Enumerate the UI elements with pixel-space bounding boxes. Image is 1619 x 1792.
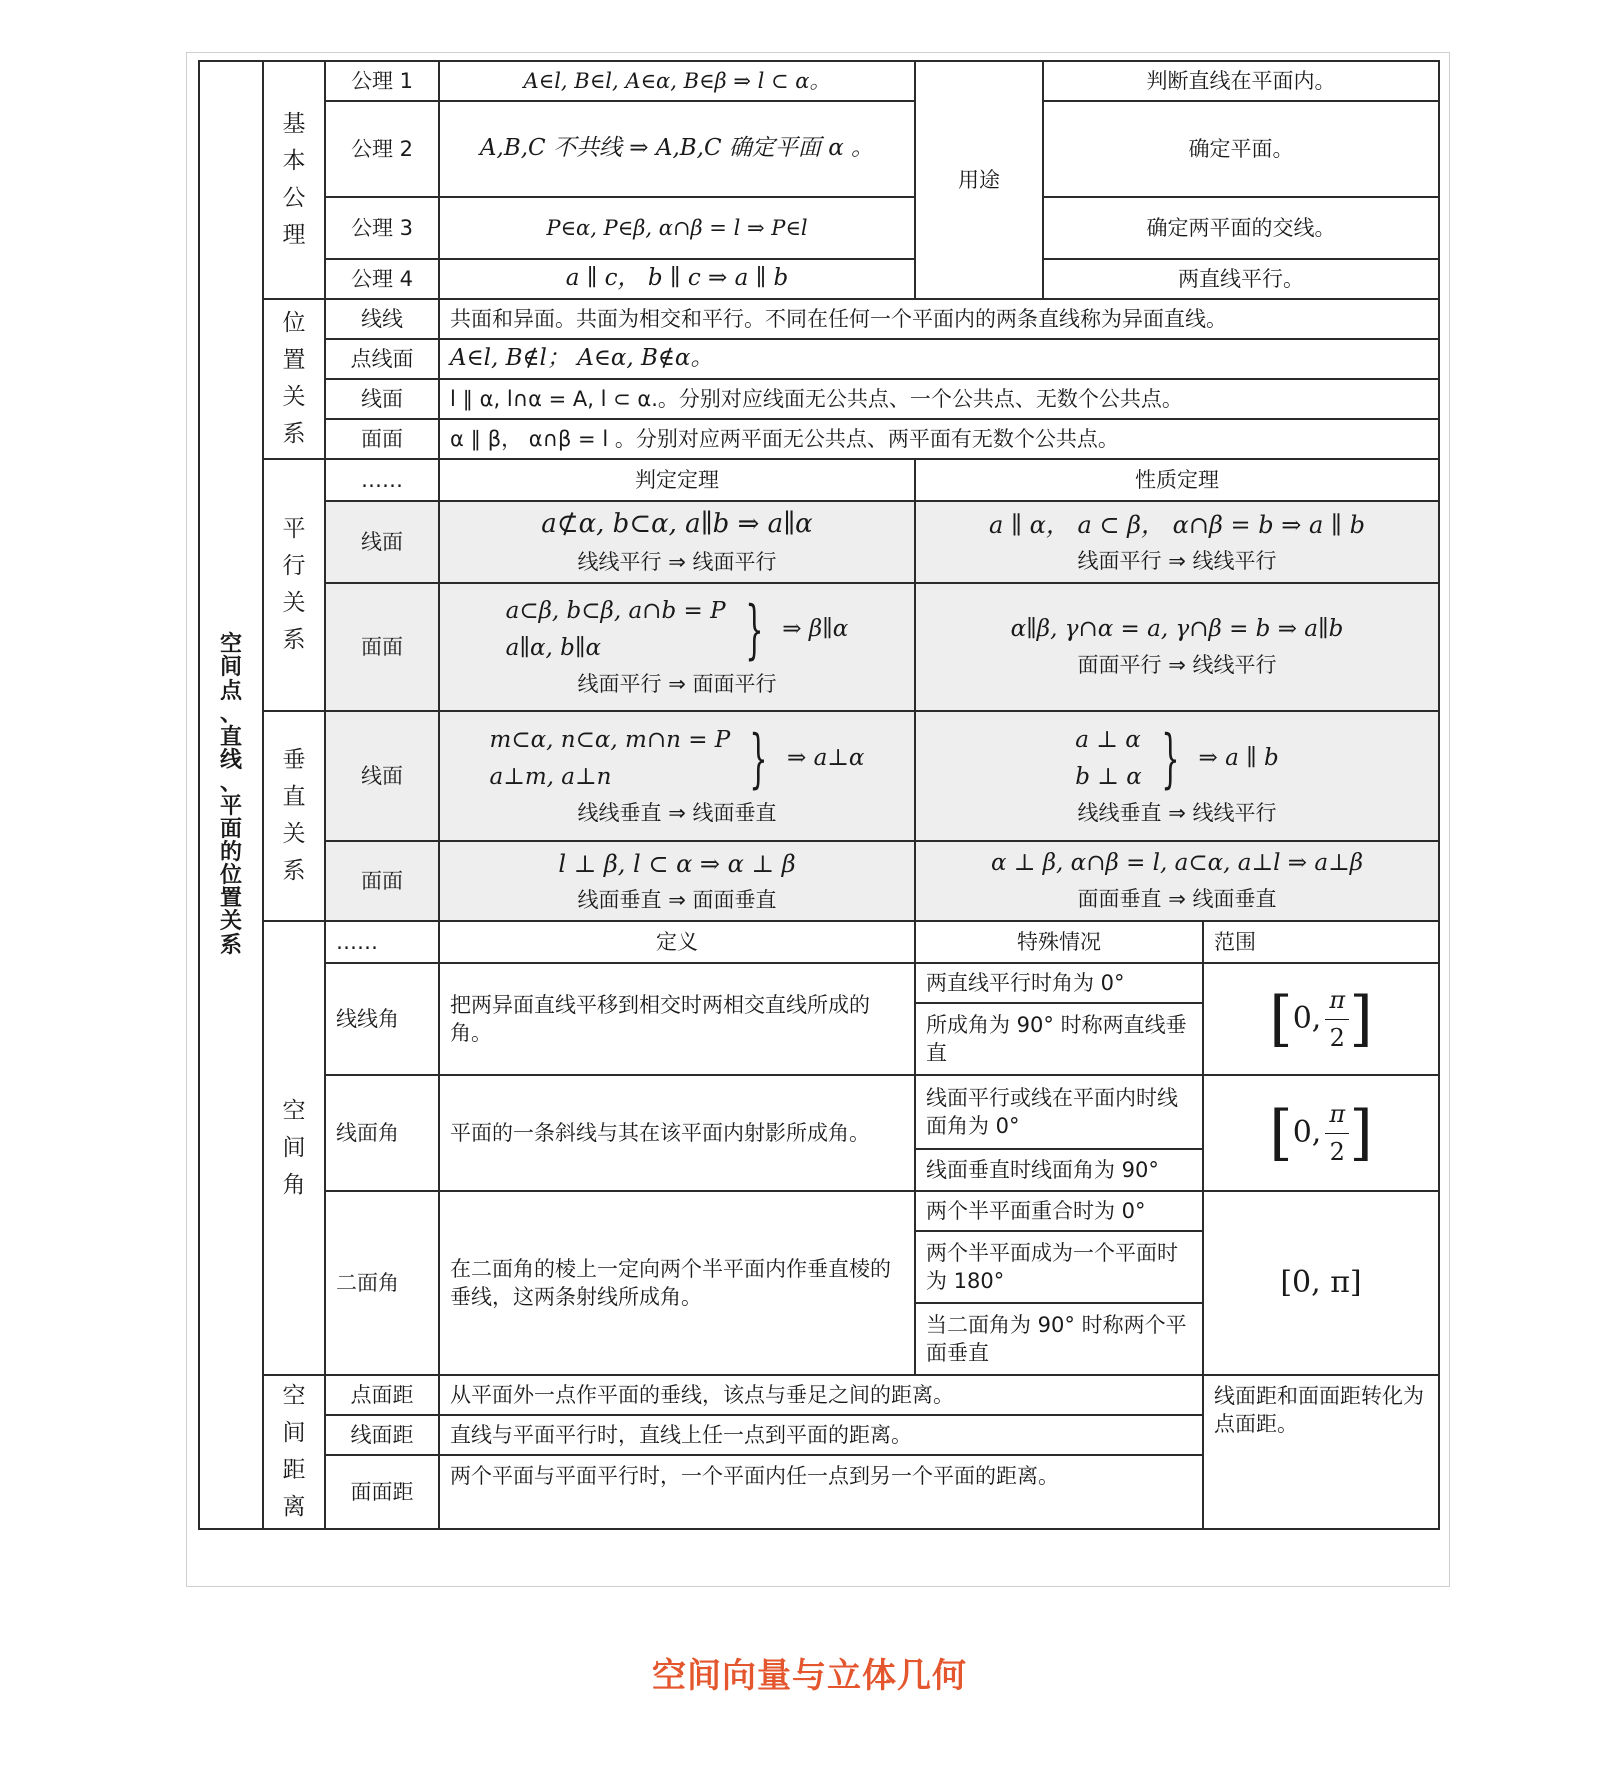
group-label-char: 关: [282, 590, 306, 616]
angle-line-plane-special-1: 线面平行或线在平面内时线面角为 0°: [915, 1075, 1203, 1149]
parallel-plane-plane-judge: a⊂β, b⊂β, a∩b = P a∥α, b∥α } ⇒ β∥α 线面平行 ⇒ 面面平行: [439, 583, 915, 711]
group-label-char: 置: [282, 347, 306, 373]
perp-plane-plane-judge-sub: 线面垂直 ⇒ 面面垂直: [577, 888, 777, 913]
parallel-header-judge: 判定定理: [439, 459, 915, 501]
parallel-plane-plane-judge-line1: a⊂β, b⊂β, a∩b = P: [505, 597, 726, 624]
side-title-char: 系: [219, 932, 242, 958]
angle-header-dots: ……: [325, 921, 439, 963]
side-title-char: 关: [219, 909, 242, 935]
group-label-char: 系: [282, 421, 306, 447]
group-label-char: 位: [282, 310, 306, 336]
angle-dihedral-special-2: 两个半平面成为一个平面时为 180°: [915, 1231, 1203, 1303]
perp-line-plane-prop-result: ⇒ a ∥ b: [1198, 745, 1279, 772]
perp-plane-plane-judge: [439, 841, 915, 921]
group-label-char: 关: [282, 821, 306, 847]
perp-line-plane-judge-line1: m⊂α, n⊂α, m∩n = P: [489, 726, 731, 753]
parallel-line-plane-prop-formula: a ∥ α， a ⊂ β， α∩β = b ⇒ a ∥ b: [989, 510, 1365, 539]
parallel-line-plane-judge: [439, 501, 915, 583]
parallel-plane-plane-judge-result: ⇒ β∥α: [782, 616, 849, 643]
group-basic: [263, 61, 325, 299]
angle-line-plane-special-2: 线面垂直时线面角为 90°: [915, 1149, 1203, 1191]
angle-dihedral-name: 二面角: [325, 1191, 439, 1375]
parallel-line-plane-name: 线面: [325, 501, 439, 583]
range-right-bracket: ]: [1349, 1098, 1373, 1168]
side-title-char: 平: [219, 794, 242, 819]
position-line-line-name: 线线: [325, 299, 439, 339]
parallel-plane-plane-name: 面面: [325, 583, 439, 711]
side-title-char: 面: [219, 817, 242, 843]
parallel-line-plane-judge-sub: 线线平行 ⇒ 线面平行: [577, 550, 777, 575]
range-right-bracket: ]: [1349, 984, 1373, 1054]
perp-line-plane-name: 线面: [325, 711, 439, 841]
perp-line-plane-prop-sub: 线线垂直 ⇒ 线线平行: [1077, 800, 1277, 825]
group-label-char: 理: [282, 222, 306, 248]
parallel-plane-plane-prop: [915, 583, 1439, 711]
side-title-char: 位: [219, 863, 242, 889]
position-point-line-plane-text: A∈l, B∉l； A∈α, B∉α。: [439, 339, 1439, 379]
group-label-char: 距: [282, 1457, 306, 1483]
group-label-char: 基: [282, 111, 306, 137]
group-label: [274, 312, 314, 446]
group-label-char: 离: [282, 1494, 306, 1520]
perp-line-plane-judge-line2: a⊥m, a⊥n: [489, 763, 612, 790]
distance-plane-plane-name: 面面距: [325, 1455, 439, 1529]
side-title-char: 的: [219, 840, 242, 866]
group-label-char: 系: [282, 627, 306, 653]
axiom-1-name: 公理 1: [325, 61, 439, 101]
group-label: [274, 113, 314, 247]
group-label: [274, 1385, 314, 1519]
perp-plane-plane-name: 面面: [325, 841, 439, 921]
range-left-bracket: [: [1269, 1098, 1293, 1168]
angle-line-plane-def: 平面的一条斜线与其在该平面内射影所成角。: [439, 1075, 915, 1191]
angle-header-range: 范围: [1203, 921, 1439, 963]
group-label: [274, 518, 314, 652]
group-label-char: 空: [282, 1097, 306, 1124]
range-lower: 0,: [1292, 1114, 1322, 1150]
distance-point-plane-name: 点面距: [325, 1375, 439, 1415]
angle-line-plane-range: [1203, 1075, 1439, 1191]
angle-line-plane-name: 线面角: [325, 1075, 439, 1191]
axiom-4-formula: a ∥ c， b ∥ c ⇒ a ∥ b: [439, 259, 915, 299]
angle-line-line-special-2: 所成角为 90° 时称两直线垂直: [915, 1003, 1203, 1075]
perp-line-plane-judge-result: ⇒ a⊥α: [787, 745, 865, 772]
perp-line-plane-prop: a ⊥ α b ⊥ α } ⇒ a ∥ b 线线垂直 ⇒ 线线平行: [915, 711, 1439, 841]
side-title-char: 空: [219, 632, 242, 658]
axiom-1-use: 判断直线在平面内。: [1043, 61, 1439, 101]
group-parallel: [263, 459, 325, 711]
range-lower: 0,: [1292, 1000, 1322, 1036]
axiom-2-use: 确定平面。: [1043, 101, 1439, 197]
side-title-char: 线: [219, 747, 242, 773]
group-position: [263, 299, 325, 459]
distance-line-plane-name: 线面距: [325, 1415, 439, 1455]
axiom-2-formula: A,B,C 不共线 ⇒ A,B,C 确定平面 α 。: [439, 101, 915, 197]
use-label: 用途: [915, 61, 1043, 299]
perp-line-plane-judge-sub: 线线垂直 ⇒ 线面垂直: [577, 800, 777, 825]
distance-plane-plane-text: 两个平面与平面平行时，一个平面内任一点到另一个平面的距离。: [439, 1455, 1203, 1529]
perp-line-plane-prop-line1: a ⊥ α: [1075, 726, 1141, 753]
perp-plane-plane-prop: [915, 841, 1439, 921]
position-line-plane-text: l ∥ α, l∩α = A, l ⊂ α.。分别对应线面无公共点、一个公共点、无数个公共点。: [439, 379, 1439, 419]
parallel-plane-plane-judge-line2: a∥α, b∥α: [505, 634, 602, 661]
side-title-char: 、: [219, 770, 242, 796]
angle-dihedral-range: [0, π]: [1203, 1191, 1439, 1375]
parallel-plane-plane-prop-formula: α∥β, γ∩α = a, γ∩β = b ⇒ a∥b: [1010, 616, 1344, 643]
distance-point-plane-text: 从平面外一点作平面的垂线，该点与垂足之间的距离。: [439, 1375, 1203, 1415]
side-title-char: 直: [219, 724, 242, 750]
perp-line-plane-judge: m⊂α, n⊂α, m∩n = P a⊥m, a⊥n } ⇒ a⊥α 线线垂直 ⇒ 线面垂直: [439, 711, 915, 841]
side-title-char: 间: [219, 655, 242, 681]
distance-line-plane-text: 直线与平面平行时，直线上任一点到平面的距离。: [439, 1415, 1203, 1455]
group-label-char: 垂: [282, 747, 306, 773]
angle-header-special: 特殊情况: [915, 921, 1203, 963]
parallel-header-prop: 性质定理: [915, 459, 1439, 501]
axiom-3-use: 确定两平面的交线。: [1043, 197, 1439, 259]
group-label-char: 平: [282, 516, 306, 542]
position-line-plane-name: 线面: [325, 379, 439, 419]
parallel-line-plane-judge-formula: a⊄α, b⊂α, a∥b ⇒ a∥α: [541, 509, 813, 540]
angle-dihedral-special-3: 当二面角为 90° 时称两个平面垂直: [915, 1303, 1203, 1375]
position-point-line-plane-name: 点线面: [325, 339, 439, 379]
group-label-char: 间: [282, 1134, 306, 1161]
side-title-char: 、: [219, 701, 242, 727]
position-plane-plane-name: 面面: [325, 419, 439, 459]
axiom-3-formula: P∈α, P∈β, α∩β = l ⇒ P∈l: [439, 197, 915, 259]
parallel-header-dots: ……: [325, 459, 439, 501]
side-title-char: 点: [219, 678, 242, 704]
group-angle: [263, 921, 325, 1375]
perp-line-plane-prop-line2: b ⊥ α: [1075, 763, 1142, 790]
axiom-1-formula: A∈l, B∈l, A∈α, B∈β ⇒ l ⊂ α。: [439, 61, 915, 101]
angle-line-line-range: [1203, 963, 1439, 1075]
group-label: [274, 749, 314, 883]
position-plane-plane-text: α ∥ β， α∩β = l 。分别对应两平面无公共点、两平面有无数个公共点。: [439, 419, 1439, 459]
group-label-char: 关: [282, 384, 306, 410]
group-perpendicular: [263, 711, 325, 921]
perp-plane-plane-judge-formula: l ⊥ β, l ⊂ α ⇒ α ⊥ β: [558, 849, 796, 878]
group-distance: [263, 1375, 325, 1529]
angle-header-def: 定义: [439, 921, 915, 963]
group-label-char: 直: [282, 784, 306, 810]
section-title: 空间向量与立体几何: [652, 1656, 967, 1696]
axiom-4-use: 两直线平行。: [1043, 259, 1439, 299]
range-numerator: π: [1329, 986, 1346, 1015]
perp-plane-plane-prop-sub: 面面垂直 ⇒ 线面垂直: [1077, 887, 1277, 912]
position-line-line-text: 共面和异面。共面为相交和平行。不同在任何一个平面内的两条直线称为异面直线。: [439, 299, 1439, 339]
group-label-char: 间: [282, 1420, 306, 1446]
angle-dihedral-def: 在二面角的棱上一定向两个半平面内作垂直棱的垂线，这两条射线所成角。: [439, 1191, 915, 1375]
axiom-2-name: 公理 2: [325, 101, 439, 197]
axiom-4-name: 公理 4: [325, 259, 439, 299]
angle-line-line-name: 线线角: [325, 963, 439, 1075]
group-label-char: 系: [282, 858, 306, 884]
axiom-3-name: 公理 3: [325, 197, 439, 259]
perp-plane-plane-prop-formula: α ⊥ β, α∩β = l, a⊂α, a⊥l ⇒ a⊥β: [990, 850, 1364, 877]
group-label-char: 行: [282, 553, 306, 579]
angle-line-line-def: 把两异面直线平移到相交时两相交直线所成的角。: [439, 963, 915, 1075]
angle-dihedral-special-1: 两个半平面重合时为 0°: [915, 1191, 1203, 1231]
parallel-line-plane-prop: [915, 501, 1439, 583]
parallel-line-plane-prop-sub: 线面平行 ⇒ 线线平行: [1077, 549, 1277, 574]
group-label-char: 本: [282, 148, 306, 174]
range-denominator: 2: [1329, 1137, 1345, 1166]
range-denominator: 2: [1329, 1023, 1345, 1052]
angle-line-line-special-1: 两直线平行时角为 0°: [915, 963, 1203, 1003]
summary-table: [198, 60, 1440, 1530]
range-left-bracket: [: [1269, 984, 1293, 1054]
parallel-plane-plane-prop-sub: 面面平行 ⇒ 线线平行: [1077, 653, 1277, 678]
range-numerator: π: [1329, 1100, 1346, 1129]
side-title-char: 置: [219, 886, 242, 912]
parallel-plane-plane-judge-sub: 线面平行 ⇒ 面面平行: [577, 671, 777, 696]
side-title: [199, 61, 263, 1529]
group-label-char: 公: [282, 185, 306, 211]
group-label-char: 空: [282, 1383, 306, 1409]
group-label: [274, 1097, 314, 1198]
distance-note: 线面距和面面距转化为点面距。: [1203, 1375, 1439, 1529]
group-label-char: 角: [282, 1171, 306, 1198]
